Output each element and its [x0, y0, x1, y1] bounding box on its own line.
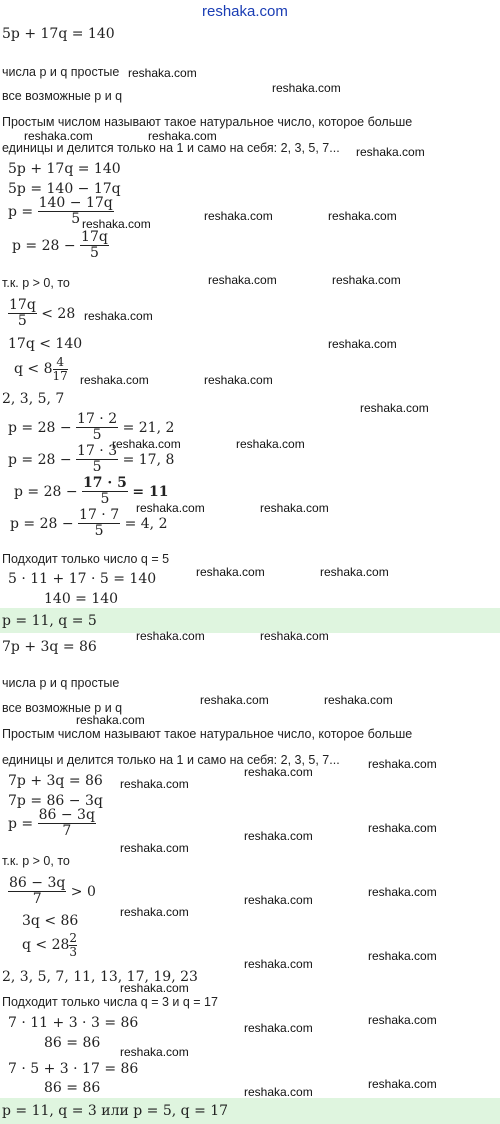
- p2-check1: 7 · 11 + 3 · 3 = 86: [8, 1015, 139, 1031]
- p2-candidates: 2, 3, 5, 7, 11, 13, 17, 19, 23: [2, 969, 198, 985]
- watermark[interactable]: reshaka.com: [76, 713, 145, 727]
- p1-definition-line2: единицы и делится только на 1 и само на себя: 2, 3, 5, 7...: [2, 141, 340, 155]
- watermark[interactable]: reshaka.com: [204, 373, 273, 387]
- watermark[interactable]: reshaka.com: [260, 501, 329, 515]
- p1-calc4: p = 28 − $\frac{17 \cdot 7}{5}$ = 4, 2: [10, 507, 168, 540]
- watermark[interactable]: reshaka.com: [356, 145, 425, 159]
- watermark-header[interactable]: reshaka.com: [202, 3, 288, 20]
- p1-check1: 5 · 11 + 17 · 5 = 140: [8, 571, 157, 587]
- watermark[interactable]: reshaka.com: [208, 273, 277, 287]
- p1-step2: 5p = 140 − 17q: [8, 181, 121, 197]
- watermark[interactable]: reshaka.com: [368, 1077, 437, 1091]
- watermark[interactable]: reshaka.com: [360, 401, 429, 415]
- watermark[interactable]: reshaka.com: [244, 829, 313, 843]
- watermark[interactable]: reshaka.com: [244, 957, 313, 971]
- p2-primes-label: числа p и q простые: [2, 676, 120, 690]
- p1-possible-label: все возможные p и q: [2, 89, 123, 103]
- watermark[interactable]: reshaka.com: [120, 1045, 189, 1059]
- p1-fits-label: Подходит только число q = 5: [2, 552, 170, 566]
- watermark[interactable]: reshaka.com: [148, 129, 217, 143]
- watermark[interactable]: reshaka.com: [84, 309, 153, 323]
- p2-inequality1: $\frac{86 - 3q}{7}$ > 0: [9, 875, 96, 908]
- p2-fits-label: Подходит только числа q = 3 и q = 17: [2, 995, 218, 1009]
- watermark[interactable]: reshaka.com: [368, 949, 437, 963]
- watermark[interactable]: reshaka.com: [244, 765, 313, 779]
- p2-since-label: т.к. p > 0, то: [2, 854, 70, 868]
- p1-inequality1: $\frac{17q}{5}$ < 28: [9, 297, 76, 330]
- watermark[interactable]: reshaka.com: [368, 1013, 437, 1027]
- p1-calc1: p = 28 − $\frac{17 \cdot 2}{5}$ = 21, 2: [8, 411, 175, 444]
- p2-step3: p = $\frac{86 - 3q}{7}$: [8, 807, 95, 840]
- p1-candidates: 2, 3, 5, 7: [2, 391, 65, 407]
- p1-calc3: p = 28 − $\frac{17 \cdot 5}{5}$ = 11: [14, 475, 169, 508]
- p2-inequality3: q < 28 $\frac{2}{3}$: [22, 931, 78, 959]
- p2-inequality2: 3q < 86: [22, 913, 79, 929]
- watermark[interactable]: reshaka.com: [320, 565, 389, 579]
- watermark[interactable]: reshaka.com: [244, 1021, 313, 1035]
- watermark[interactable]: reshaka.com: [196, 565, 265, 579]
- p1-answer: p = 11, q = 5: [2, 613, 97, 629]
- p2-step1: 7p + 3q = 86: [8, 773, 103, 789]
- p1-inequality3: q < 8 $\frac{4}{17}$: [14, 355, 68, 383]
- p2-step2: 7p = 86 − 3q: [8, 793, 103, 809]
- p1-calc2: p = 28 − $\frac{17 \cdot 3}{5}$ = 17, 8: [8, 443, 175, 476]
- watermark[interactable]: reshaka.com: [120, 777, 189, 791]
- watermark[interactable]: reshaka.com: [328, 337, 397, 351]
- p1-inequality2: 17q < 140: [8, 336, 83, 352]
- p1-step4: p = 28 − $\frac{17q}{5}$: [12, 229, 108, 262]
- p2-equation: 7p + 3q = 86: [2, 639, 97, 655]
- watermark[interactable]: reshaka.com: [368, 821, 437, 835]
- watermark[interactable]: reshaka.com: [332, 273, 401, 287]
- p1-check2: 140 = 140: [44, 591, 119, 607]
- p1-equation: 5p + 17q = 140: [2, 26, 115, 42]
- p1-definition-line1: Простым числом называют такое натуральное число, которое больше: [2, 115, 413, 129]
- watermark[interactable]: reshaka.com: [244, 893, 313, 907]
- p2-answer: p = 11, q = 3 или p = 5, q = 17: [2, 1103, 229, 1119]
- p2-check2: 86 = 86: [44, 1035, 101, 1051]
- watermark[interactable]: reshaka.com: [120, 905, 189, 919]
- p2-definition-line2: единицы и делится только на 1 и само на себя: 2, 3, 5, 7...: [2, 753, 340, 767]
- watermark[interactable]: reshaka.com: [136, 629, 205, 643]
- watermark[interactable]: reshaka.com: [120, 981, 189, 995]
- watermark[interactable]: reshaka.com: [368, 757, 437, 771]
- watermark[interactable]: reshaka.com: [236, 437, 305, 451]
- p2-possible-label: все возможные p и q: [2, 701, 123, 715]
- p1-step3: p = $\frac{140 - 17q}{5}$: [8, 195, 113, 228]
- watermark[interactable]: reshaka.com: [128, 66, 197, 80]
- watermark[interactable]: reshaka.com: [368, 885, 437, 899]
- watermark[interactable]: reshaka.com: [24, 129, 93, 143]
- watermark[interactable]: reshaka.com: [244, 1085, 313, 1099]
- watermark[interactable]: reshaka.com: [136, 501, 205, 515]
- watermark[interactable]: reshaka.com: [324, 693, 393, 707]
- p2-definition-line1: Простым числом называют такое натуральное число, которое больше: [2, 727, 413, 741]
- watermark[interactable]: reshaka.com: [200, 693, 269, 707]
- watermark[interactable]: reshaka.com: [204, 209, 273, 223]
- watermark[interactable]: reshaka.com: [82, 217, 151, 231]
- p2-check4: 86 = 86: [44, 1080, 101, 1096]
- p1-since-label: т.к. p > 0, то: [2, 276, 70, 290]
- watermark[interactable]: reshaka.com: [272, 81, 341, 95]
- watermark[interactable]: reshaka.com: [328, 209, 397, 223]
- watermark[interactable]: reshaka.com: [260, 629, 329, 643]
- p1-primes-label: числа p и q простые: [2, 65, 120, 79]
- p1-step1: 5p + 17q = 140: [8, 161, 121, 177]
- watermark[interactable]: reshaka.com: [80, 373, 149, 387]
- watermark[interactable]: reshaka.com: [120, 841, 189, 855]
- watermark[interactable]: reshaka.com: [112, 437, 181, 451]
- p2-check3: 7 · 5 + 3 · 17 = 86: [8, 1061, 139, 1077]
